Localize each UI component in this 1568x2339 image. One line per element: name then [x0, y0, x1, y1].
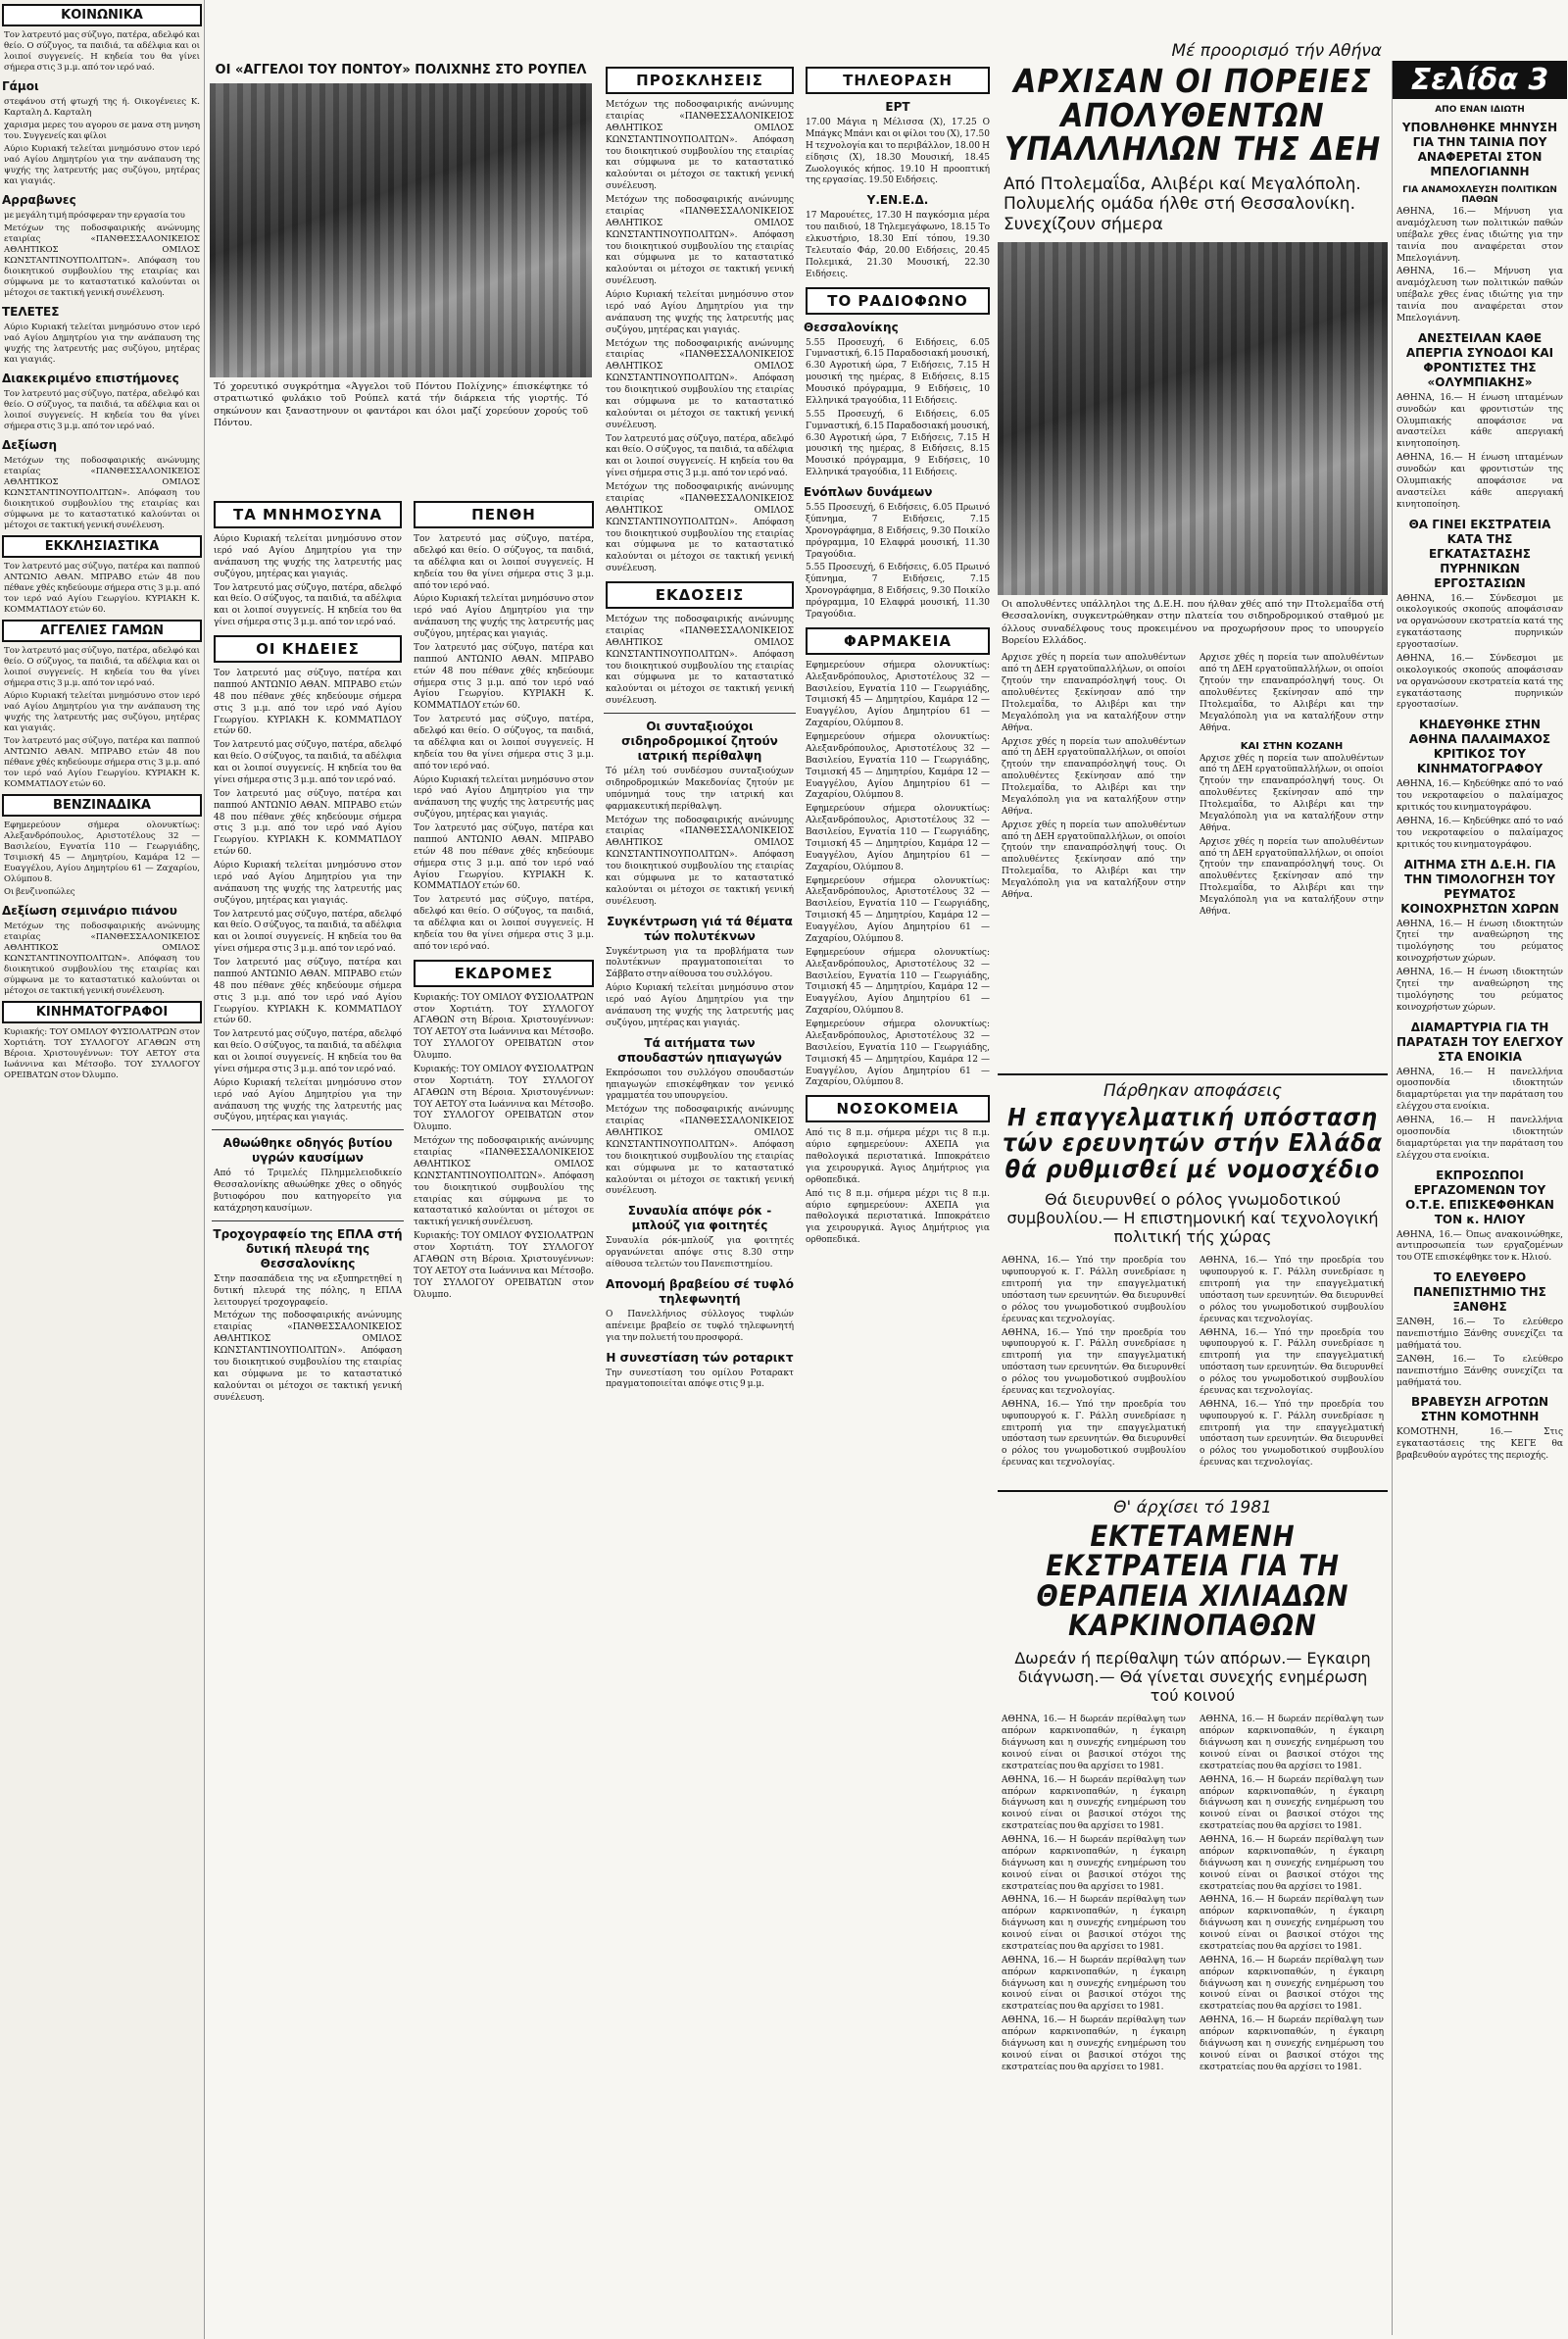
radio-station: Ενόπλων δυνάμεων — [804, 485, 933, 499]
section-head-radiofono: ΤΟ ΡΑΔΙΟΦΩΝΟ — [806, 287, 990, 315]
left-strip-text: Εφημερεύουν σήμερα ολονυκτίως: Αλεξανδρόπουλος, Αριστοτέλους 32 — Βασιλείου, Εγνατία 110 — Γεωργιάδης, Τσιμισκή 45 — Δημητρίου, Καμάρα 12 — Ευαγγέλου, Αγίου Δημητρίου 61 — Ζαχαρίου, Ολύμπου 8. — [4, 821, 200, 884]
pharmacy-list: Εφημερεύουν σήμερα ολονυκτίως: Αλεξανδρόπουλος, Αριστοτέλους 32 — Βασιλείου, Εγνατία 110 — Γεωργιάδης, Τσιμισκή 45 — Δημητρίου, Καμάρα 12 — Ευαγγέλου, Αγίου Δημητρίου 61 — Ζαχαρίου, Ολύμπου 8. — [806, 804, 990, 872]
column-5 — [802, 61, 994, 2335]
article-text: Την συνεστίαση του ομίλου Ροταρακτ πραγματοποιείται απόψε στις 9 μ.μ. — [606, 1368, 794, 1390]
column-3 — [410, 495, 598, 2338]
article-text: Μετόχων της ποδοσφαιρικής ανώνυμης εταιρίας «ΠΑΝΘΕΣΣΑΛΟΝΙΚΕΙΟΣ ΑΘΛΗΤΙΚΟΣ ΟΜΙΛΟΣ ΚΩΝΣΤΑΝΤΙΝΟΥΠΟΛΙΤΩΝ». Απόφαση του διοικητικού συμβουλίου της εταιρίας και σύμφωνα με το καταστατικό καλούνται οι μέτοχοι σε τακτική γενική συνέλευση. — [606, 815, 794, 907]
funeral-text: Τον λατρευτό μας σύζυγο, πατέρα, αδελφό και θείο. Ο σύζυγος, τα παιδιά, τα αδέλφια και οι λοιποί συγγενείς. Η κηδεία του θα γίνει σήμερα στις 3 μ.μ. από τον ιερό ναό. — [214, 909, 402, 955]
article-text: Μετόχων της ποδοσφαιρικής ανώνυμης εταιρίας «ΠΑΝΘΕΣΣΑΛΟΝΙΚΕΙΟΣ ΑΘΛΗΤΙΚΟΣ ΟΜΙΛΟΣ ΚΩΝΣΤΑΝΤΙΝΟΥΠΟΛΙΤΩΝ». Απόφαση του διοικητικού συμβουλίου της εταιρίας και σύμφωνα με το καταστατικό καλούνται οι μέτοχοι σε τακτική γενική συνέλευση. — [214, 1311, 402, 1403]
cancer-body-col — [1196, 1713, 1388, 2075]
radio-schedule: 5.55 Προσευχή, 6 Ειδήσεις, 6.05 Γυμναστική, 6.15 Παραδοσιακή μουσική, 6.30 Αγροτική ώρα, 7 Ειδήσεις, 7.15 Η μουσική της ημέρας, 8 Ειδήσεις, 8.15 Μουσικό πρόγραμμα, 9 Ειδήσεις, 10 Ελληνικά τραγούδια, 11 Ειδήσεις. — [806, 409, 990, 478]
excursion-text: Κυριακής: ΤΟΥ ΟΜΙΛΟΥ ΦΥΣΙΟΛΑΤΡΩΝ στον Χορτιάτη. ΤΟΥ ΣΥΛΛΟΓΟΥ ΑΓΑΘΩΝ στη Βέροια. Χριστουγέννων: ΤΟΥ ΑΕΤΟΥ στα Ιωάννινα και Μέτσοβο. ΤΟΥ ΣΥΛΛΟΓΟΥ ΟΡΕΙΒΑΤΩΝ στον Όλυμπο. — [414, 992, 594, 1061]
cancer-headline: ΕΚΤΕΤΑΜΕΝΗ ΕΚΣΤΡΑΤΕΙΑ ΓΙΑ ΤΗ ΘΕΡΑΠΕΙΑ ΧΙΛΙΑΔΩΝ ΚΑΡΚΙΝΟΠΑΘΩΝ — [1036, 1519, 1349, 1643]
article-text: Συναυλία ρόκ-μπλούζ για φοιτητές οργανώνεται απόψε στις 8.30 στην αίθουσα τελετών του Πανεπιστημίου. — [606, 1236, 794, 1269]
cancer-text: ΑΘΗΝΑ, 16.— Η δωρεάν περίθαλψη των απόρων καρκινοπαθών, η έγκαιρη διάγνωση και η συνεχής ενημέρωση του κοινού είναι οι βασικοί στόχοι της εκστρατείας που θα αρχίσει το 1981. — [1002, 1715, 1186, 1771]
left-strip-sub: Δεξίωση σεμινάριο πιάνου — [2, 904, 177, 918]
radio-schedule: 5.55 Προσευχή, 6 Ειδήσεις, 6.05 Γυμναστική, 6.15 Παραδοσιακή μουσική, 6.30 Αγροτική ώρα, 7 Ειδήσεις, 7.15 Η μουσική της ημέρας, 8 Ειδήσεις, 8.15 Μουσικό πρόγραμμα, 9 Ειδήσεις, 10 Ελληνικά τραγούδια, 11 Ειδήσεις. — [806, 337, 990, 406]
research-text: ΑΘΗΝΑ, 16.— Υπό την προεδρία του υφυπουργού κ. Γ. Ράλλη συνεδρίασε η επιτροπή για την επαγγελματική υπόσταση των ερευνητών. Θα διευρυνθεί ο ρόλος του γνωμοδοτικού συμβουλίου έρευνας και τεχνολογίας. — [1200, 1327, 1384, 1396]
left-strip-sub: Αρραβωνες — [2, 193, 76, 207]
announcement-text: Αύριο Κυριακή τελείται μνημόσυνο στον ιερό ναό Αγίου Δημητρίου για την ανάπαυση της ψυχής της λατρευτής μας συζύγου, μητέρας και γιαγιάς. — [606, 290, 794, 335]
research-text: ΑΘΗΝΑ, 16.— Υπό την προεδρία του υφυπουργού κ. Γ. Ράλλη συνεδρίασε η επιτροπή για την επαγγελματική υπόσταση των ερευνητών. Θα διευρυνθεί ο ρόλος του γνωμοδοτικού συμβουλίου έρευνας και τεχνολογίας. — [1002, 1256, 1186, 1324]
cancer-deck: Δωρεάν ή περίθαλψη τών απόρων.— Εγκαιρη διάγνωση.— Θά γίνεται συνεχής ενημέρωση τού κοινού — [1014, 1648, 1371, 1706]
cancer-body-col — [998, 1713, 1190, 2075]
left-strip-text: Αύριο Κυριακή τελείται μνημόσυνο στον ιερό ναό Αγίου Δημητρίου για την ανάπαυση της ψυχής της λατρευτής μας συζύγου, μητέρας και γιαγιάς. — [4, 323, 200, 365]
research-story — [998, 1073, 1388, 1487]
deh-text: Αρχισε χθές η πορεία των απολυθέντων από τη ΔΕΗ εργατοϋπαλλήλων, οι οποίοι ζητούν την επαναπρόσληψή τους. Οι απολυθέντες ξεκίνησαν από την Πτολεμαΐδα, το Αλιβέρι και την Μεγαλόπολη για να καταλήξουν στην Αθήνα. — [1200, 753, 1384, 833]
top-label: ΑΠΟ ΕΝΑΝ ΙΔΙΩΤΗ — [1435, 105, 1525, 115]
brief-head: ΕΚΠΡΟΣΩΠΟΙ ΕΡΓΑΖΟΜΕΝΩΝ ΤΟΥ Ο.Τ.Ε. ΕΠΙΣΚΕΦΘΗΚΑΝ ΤΟΝ κ. ΗΛΙΟΥ — [1405, 1168, 1554, 1226]
announcement-text: Μετόχων της ποδοσφαιρικής ανώνυμης εταιρίας «ΠΑΝΘΕΣΣΑΛΟΝΙΚΕΙΟΣ ΑΘΛΗΤΙΚΟΣ ΟΜΙΛΟΣ ΚΩΝΣΤΑΝΤΙΝΟΥΠΟΛΙΤΩΝ». Απόφαση του διοικητικού συμβουλίου της εταιρίας και σύμφωνα με το καταστατικό καλούνται οι μέτοχοι σε τακτική γενική συνέλευση. — [606, 482, 794, 574]
column-2 — [210, 495, 406, 2338]
memorial-text: Τον λατρευτό μας σύζυγο, πατέρα, αδελφό και θείο. Ο σύζυγος, τα παιδιά, τα αδέλφια και οι λοιποί συγγενείς. Η κηδεία του θα γίνει σήμερα στις 3 μ.μ. από τον ιερό ναό. — [214, 582, 402, 628]
left-strip-text: Τον λατρευτό μας σύζυγο, πατέρα και παππού ΑΝΤΩΝΙΟ ΑΘΑΝ. ΜΠΡΑΒΟ ετών 48 που πέθανε χθές κηδεύουμε σήμερα στις 3 μ.μ. από τον ιερό ναό Αγίου Γεωργίου. ΚΥΡΙΑΚΗ Κ. ΚΟΜΜΑΤΙΔΟΥ ετών 60. — [4, 562, 200, 615]
research-text: ΑΘΗΝΑ, 16.— Υπό την προεδρία του υφυπουργού κ. Γ. Ράλλη συνεδρίασε η επιτροπή για την επαγγελματική υπόσταση των ερευνητών. Θα διευρυνθεί ο ρόλος του γνωμοδοτικού συμβουλίου έρευνας και τεχνολογίας. — [1200, 1256, 1384, 1324]
brief-head: ΒΡΑΒΕΥΣΗ ΑΓΡΟΤΩΝ ΣΤΗΝ ΚΟΜΟΤΗΝΗ — [1410, 1395, 1549, 1424]
left-strip-text: Αύριο Κυριακή τελείται μνημόσυνο στον ιερό ναό Αγίου Δημητρίου για την ανάπαυση της ψυχής της λατρευτής μας συζύγου, μητέρας και γιαγιάς. — [4, 691, 200, 733]
article-head: Τροχογραφείο της ΕΠΛΑ στή δυτική πλευρά της Θεσσαλονίκης — [213, 1226, 403, 1270]
section-head-mnimosyna: ΤΑ ΜΝΗΜΟΣΥΝΑ — [214, 501, 402, 528]
funeral-text: Αύριο Κυριακή τελείται μνημόσυνο στον ιερό ναό Αγίου Δημητρίου για την ανάπαυση της ψυχής της λατρευτής μας συζύγου, μητέρας και γιαγιάς. — [214, 861, 402, 906]
brief-sub: ΓΙΑ ΑΝΑΜΟΧΛΕΥΣΗ ΠΟΛΙΤΙΚΩΝ ΠΑΘΩΝ — [1402, 185, 1557, 205]
cancer-text: ΑΘΗΝΑ, 16.— Η δωρεάν περίθαλψη των απόρων καρκινοπαθών, η έγκαιρη διάγνωση και η συνεχής ενημέρωση του κοινού είναι οι βασικοί στόχοι της εκστρατείας που θα αρχίσει το 1981. — [1200, 2016, 1384, 2072]
pontos-caption: Τό χορευτικό συγκρότημα «Άγγελοι τοῦ Πόντου Πολίχνης» έπισκέφτηκε τό στρατιωτικό φυλάκιο τοῦ Ρούπελ κατά τήν διάρκεια τής γιορτής. Τό σηκώνουν και ξαναστηνουν οι φαντάροι και όλοι μαζί χορεύουν χορούς τοῦ Πόντου. — [214, 381, 588, 429]
page-number: Σελίδα 3 — [1393, 61, 1567, 99]
deh-body — [998, 651, 1388, 920]
cancer-text: ΑΘΗΝΑ, 16.— Η δωρεάν περίθαλψη των απόρων καρκινοπαθών, η έγκαιρη διάγνωση και η συνεχής ενημέρωση του κοινού είναι οι βασικοί στόχοι της εκστρατείας που θα αρχίσει το 1981. — [1002, 1895, 1186, 1952]
mourning-text: Τον λατρευτό μας σύζυγο, πατέρα, αδελφό και θείο. Ο σύζυγος, τα παιδιά, τα αδέλφια και οι λοιποί συγγενείς. Η κηδεία του θα γίνει σήμερα στις 3 μ.μ. από τον ιερό ναό. — [414, 895, 594, 952]
cancer-text: ΑΘΗΝΑ, 16.— Η δωρεάν περίθαλψη των απόρων καρκινοπαθών, η έγκαιρη διάγνωση και η συνεχής ενημέρωση του κοινού είναι οι βασικοί στόχοι της εκστρατείας που θα αρχίσει το 1981. — [1002, 1835, 1186, 1892]
left-strip-text: Τον λατρευτό μας σύζυγο, πατέρα, αδελφό και θείο. Ο σύζυγος, τα παιδιά, τα αδέλφια και οι λοιποί συγγενείς. Η κηδεία του θα γίνει σήμερα στις 3 μ.μ. από τον ιερό ναό. — [4, 646, 200, 688]
left-strip-text: Τον λατρευτό μας σύζυγο, πατέρα και παππού ΑΝΤΩΝΙΟ ΑΘΑΝ. ΜΠΡΑΒΟ ετών 48 που πέθανε χθές κηδεύουμε σήμερα στις 3 μ.μ. από τον ιερό ναό Αγίου Γεωργίου. ΚΥΡΙΑΚΗ Κ. ΚΟΜΜΑΤΙΔΟΥ ετών 60. — [4, 736, 200, 789]
mourning-text: Τον λατρευτό μας σύζυγο, πατέρα, αδελφό και θείο. Ο σύζυγος, τα παιδιά, τα αδέλφια και οι λοιποί συγγενείς. Η κηδεία του θα γίνει σήμερα στις 3 μ.μ. από τον ιερό ναό. — [414, 715, 594, 771]
research-body — [998, 1254, 1388, 1471]
cancer-body — [998, 1713, 1388, 2075]
radio-schedule: 5.55 Προσευχή, 6 Ειδήσεις, 6.05 Πρωινό ξύπνημα, 7 Ειδήσεις, 7.15 Χρονογράφημα, 8 Ειδήσεις, 9.30 Ποικίλο πρόγραμμα, 10 Ελαφρά μουσική, 11.30 Τραγούδια. — [806, 503, 990, 560]
research-kicker: Πάρθηκαν αποφάσεις — [1102, 1081, 1283, 1101]
announcement-text: Μετόχων της ποδοσφαιρικής ανώνυμης εταιρίας «ΠΑΝΘΕΣΣΑΛΟΝΙΚΕΙΟΣ ΑΘΛΗΤΙΚΟΣ ΟΜΙΛΟΣ ΚΩΝΣΤΑΝΤΙΝΟΥΠΟΛΙΤΩΝ». Απόφαση του διοικητικού συμβουλίου της εταιρίας και σύμφωνα με το καταστατικό καλούνται οι μέτοχοι σε τακτική γενική συνέλευση. — [606, 195, 794, 287]
brief-head: ΤΟ ΕΛΕΥΘΕΡΟ ΠΑΝΕΠΙΣΤΗΜΙΟ ΤΗΣ ΞΑΝΘΗΣ — [1413, 1270, 1546, 1315]
left-strip-text: Οι βενζινοπώλες — [4, 887, 75, 897]
article-head: Τά αιτήματα των σπουδαστών ηπιαγωγών — [617, 1035, 782, 1065]
hospital-text: Από τις 8 π.μ. σήμερα μέχρι τις 8 π.μ. αύριο εφημερεύουν: ΑΧΕΠΑ για παθολογικά περιστατικά. Ιπποκράτειο για χειρουργικά. Άγιος Δημήτριος για ορθοπεδικά. — [806, 1128, 990, 1185]
cancer-text: ΑΘΗΝΑ, 16.— Η δωρεάν περίθαλψη των απόρων καρκινοπαθών, η έγκαιρη διάγνωση και η συνεχής ενημέρωση του κοινού είναι οι βασικοί στόχοι της εκστρατείας που θα αρχίσει το 1981. — [1200, 1774, 1384, 1832]
funeral-text: Τον λατρευτό μας σύζυγο, πατέρα και παππού ΑΝΤΩΝΙΟ ΑΘΑΝ. ΜΠΡΑΒΟ ετών 48 που πέθανε χθές κηδεύουμε σήμερα στις 3 μ.μ. από τον ιερό ναό Αγίου Γεωργίου. ΚΥΡΙΑΚΗ Κ. ΚΟΜΜΑΤΙΔΟΥ ετών 60. — [214, 788, 402, 858]
deh-photo — [998, 242, 1388, 595]
excursion-text: Κυριακής: ΤΟΥ ΟΜΙΛΟΥ ΦΥΣΙΟΛΑΤΡΩΝ στον Χορτιάτη. ΤΟΥ ΣΥΛΛΟΓΟΥ ΑΓΑΘΩΝ στη Βέροια. Χριστουγέννων: ΤΟΥ ΑΕΤΟΥ στα Ιωάννινα και Μέτσοβο. ΤΟΥ ΣΥΛΛΟΓΟΥ ΟΡΕΙΒΑΤΩΝ στον Όλυμπο. — [414, 1064, 594, 1133]
dancers-photo — [210, 83, 592, 377]
research-body-col — [1196, 1254, 1388, 1471]
brief-text: ΑΘΗΝΑ, 16.— Όπως ανακοινώθηκε, αντιπροσωπεία των εργαζομένων του ΟΤΕ επισκέφθηκε τον κ. Ηλιού. — [1396, 1229, 1563, 1264]
pharmacy-list: Εφημερεύουν σήμερα ολονυκτίως: Αλεξανδρόπουλος, Αριστοτέλους 32 — Βασιλείου, Εγνατία 110 — Γεωργιάδης, Τσιμισκή 45 — Δημητρίου, Καμάρα 12 — Ευαγγέλου, Αγίου Δημητρίου 61 — Ζαχαρίου, Ολύμπου 8. — [806, 732, 990, 801]
brief-head: ΘΑ ΓΙΝΕΙ ΕΚΣΤΡΑΤΕΙΑ ΚΑΤΑ ΤΗΣ ΕΓΚΑΤΑΣΤΑΣΗΣ ΠΥΡΗΝΙΚΩΝ ΕΡΓΟΣΤΑΣΙΩΝ — [1408, 517, 1551, 590]
brief-text: ΑΘΗΝΑ, 16.— Μήνυση για αναμόχλευση των πολιτικών παθών υπέβαλε χθες ένας ιδιώτης για την ταινία που αναφέρεται στον Μπελογιάννη. — [1396, 267, 1563, 323]
cancer-text: ΑΘΗΝΑ, 16.— Η δωρεάν περίθαλψη των απόρων καρκινοπαθών, η έγκαιρη διάγνωση και η συνεχής ενημέρωση του κοινού είναι οι βασικοί στόχοι της εκστρατείας που θα αρχίσει το 1981. — [1200, 1835, 1384, 1892]
radio-station: Θεσσαλονίκης — [804, 320, 899, 334]
article-text: Τό μέλη τού συνδέσμου συνταξιούχων σιδηροδρομικών Μακεδονίας ζητούν με υπόμνημά τους την ιατρική και φαρμακευτική περίθαλψη. — [606, 767, 794, 812]
pontos-article — [210, 61, 592, 492]
brief-text: ΑΘΗΝΑ, 16.— Η ένωση ιδιοκτητών ζητεί την αναθεώρηση της τιμολόγησης του ρεύματος κοινοχρήστων χώρων. — [1396, 968, 1563, 1013]
brief-text: ΚΟΜΟΤΗΝΗ, 16.— Στις εγκαταστάσεις της ΚΕΓΕ θα βραβευθούν αγρότες της περιοχής. — [1396, 1427, 1563, 1462]
deh-body-col — [998, 651, 1190, 920]
cancer-text: ΑΘΗΝΑ, 16.— Η δωρεάν περίθαλψη των απόρων καρκινοπαθών, η έγκαιρη διάγνωση και η συνεχής ενημέρωση του κοινού είναι οι βασικοί στόχοι της εκστρατείας που θα αρχίσει το 1981. — [1002, 2016, 1186, 2072]
cancer-kicker: Θ' άρχίσει τό 1981 — [1113, 1498, 1272, 1518]
research-text: ΑΘΗΝΑ, 16.— Υπό την προεδρία του υφυπουργού κ. Γ. Ράλλη συνεδρίασε η επιτροπή για την επαγγελματική υπόσταση των ερευνητών. Θα διευρυνθεί ο ρόλος του γνωμοδοτικού συμβουλίου έρευνας και τεχνολογίας. — [1002, 1399, 1186, 1468]
memorial-text: Αύριο Κυριακή τελείται μνημόσυνο στον ιερό ναό Αγίου Δημητρίου για την ανάπαυση της ψυχής της λατρευτής μας συζύγου, μητέρας και γιαγιάς. — [214, 534, 402, 579]
divider — [604, 713, 796, 714]
deh-text: Αρχισε χθές η πορεία των απολυθέντων από τη ΔΕΗ εργατοϋπαλλήλων, οι οποίοι ζητούν την επαναπρόσληψή τους. Οι απολυθέντες ξεκίνησαν από την Πτολεμαΐδα, το Αλιβέρι και την Μεγαλόπολη για να καταλήξουν στην Αθήνα. — [1200, 653, 1384, 733]
left-strip-head: ΒΕΝΖΙΝΑΔΙΚΑ — [2, 794, 202, 817]
brief-text: ΞΑΝΘΗ, 16.— Το ελεύθερο πανεπιστήμιο Ξάνθης συνεχίζει τα μαθήματά του. — [1396, 1318, 1563, 1351]
excursion-text: Κυριακής: ΤΟΥ ΟΜΙΛΟΥ ΦΥΣΙΟΛΑΤΡΩΝ στον Χορτιάτη. ΤΟΥ ΣΥΛΛΟΓΟΥ ΑΓΑΘΩΝ στη Βέροια. Χριστουγέννων: ΤΟΥ ΑΕΤΟΥ στα Ιωάννινα και Μέτσοβο. ΤΟΥ ΣΥΛΛΟΓΟΥ ΟΡΕΙΒΑΤΩΝ στον Όλυμπο. — [414, 1231, 594, 1300]
announcement-text: Μετόχων της ποδοσφαιρικής ανώνυμης εταιρίας «ΠΑΝΘΕΣΣΑΛΟΝΙΚΕΙΟΣ ΑΘΛΗΤΙΚΟΣ ΟΜΙΛΟΣ ΚΩΝΣΤΑΝΤΙΝΟΥΠΟΛΙΤΩΝ». Απόφαση του διοικητικού συμβουλίου της εταιρίας και σύμφωνα με το καταστατικό καλούνται οι μέτοχοι σε τακτική γενική συνέλευση. — [606, 338, 794, 430]
pharmacy-list: Εφημερεύουν σήμερα ολονυκτίως: Αλεξανδρόπουλος, Αριστοτέλους 32 — Βασιλείου, Εγνατία 110 — Γεωργιάδης, Τσιμισκή 45 — Δημητρίου, Καμάρα 12 — Ευαγγέλου, Αγίου Δημητρίου 61 — Ζαχαρίου, Ολύμπου 8. — [806, 660, 990, 729]
left-strip-sub: Δεξίωση — [2, 438, 58, 452]
brief-head: ΑΝΕΣΤΕΙΛΑΝ ΚΑΘΕ ΑΠΕΡΓΙΑ ΣΥΝΟΔΟΙ ΚΑΙ ΦΡΟΝΤΙΣΤΕΣ ΤΗΣ «ΟΛΥΜΠΙΑΚΗΣ» — [1405, 330, 1554, 389]
article-text: Μετόχων της ποδοσφαιρικής ανώνυμης εταιρίας «ΠΑΝΘΕΣΣΑΛΟΝΙΚΕΙΟΣ ΑΘΛΗΤΙΚΟΣ ΟΜΙΛΟΣ ΚΩΝΣΤΑΝΤΙΝΟΥΠΟΛΙΤΩΝ». Απόφαση του διοικητικού συμβουλίου της εταιρίας και σύμφωνα με το καταστατικό καλούνται οι μέτοχοι σε τακτική γενική συνέλευση. — [606, 1105, 794, 1197]
cancer-text: ΑΘΗΝΑ, 16.— Η δωρεάν περίθαλψη των απόρων καρκινοπαθών, η έγκαιρη διάγνωση και η συνεχής ενημέρωση του κοινού είναι οι βασικοί στόχοι της εκστρατείας που θα αρχίσει το 1981. — [1200, 1955, 1384, 2013]
research-text: ΑΘΗΝΑ, 16.— Υπό την προεδρία του υφυπουργού κ. Γ. Ράλλη συνεδρίασε η επιτροπή για την επαγγελματική υπόσταση των ερευνητών. Θα διευρυνθεί ο ρόλος του γνωμοδοτικού συμβουλίου έρευνας και τεχνολογίας. — [1002, 1327, 1186, 1396]
excursion-text: Μετόχων της ποδοσφαιρικής ανώνυμης εταιρίας «ΠΑΝΘΕΣΣΑΛΟΝΙΚΕΙΟΣ ΑΘΛΗΤΙΚΟΣ ΟΜΙΛΟΣ ΚΩΝΣΤΑΝΤΙΝΟΥΠΟΛΙΤΩΝ». Απόφαση του διοικητικού συμβουλίου της εταιρίας και σύμφωνα με το καταστατικό καλούνται οι μέτοχοι σε τακτική γενική συνέλευση. — [414, 1136, 594, 1228]
deh-story — [998, 39, 1388, 1069]
left-strip-text: Τον λατρευτό μας σύζυγο, πατέρα, αδελφό και θείο. Ο σύζυγος, τα παιδιά, τα αδέλφια και οι λοιποί συγγενείς. Η κηδεία του θα γίνει σήμερα στις 3 μ.μ. από τον ιερό ναό. — [4, 30, 200, 73]
pharmacy-list: Εφημερεύουν σήμερα ολονυκτίως: Αλεξανδρόπουλος, Αριστοτέλους 32 — Βασιλείου, Εγνατία 110 — Γεωργιάδης, Τσιμισκή 45 — Δημητρίου, Καμάρα 12 — Ευαγγέλου, Αγίου Δημητρίου 61 — Ζαχαρίου, Ολύμπου 8. — [806, 947, 990, 1017]
left-strip-text: Κυριακής: ΤΟΥ ΟΜΙΛΟΥ ΦΥΣΙΟΛΑΤΡΩΝ στον Χορτιάτη. ΤΟΥ ΣΥΛΛΟΓΟΥ ΑΓΑΘΩΝ στη Βέροια. Χριστουγέννων: ΤΟΥ ΑΕΤΟΥ στα Ιωάννινα και Μέτσοβο. ΤΟΥ ΣΥΛΛΟΓΟΥ ΟΡΕΙΒΑΤΩΝ στον Όλυμπο. — [4, 1027, 200, 1080]
deh-kicker: Μέ προορισμό τήν Αθήνα — [1171, 41, 1382, 61]
section-head-nosokomeia: ΝΟΣΟΚΟΜΕΙΑ — [806, 1095, 990, 1122]
research-headline: Η επαγγελματική υπόσταση τών ερευνητών στήν Ελλάδα θά ρυθμισθεί μέ νομοσχέδιο — [1002, 1103, 1383, 1183]
funeral-text: Αύριο Κυριακή τελείται μνημόσυνο στον ιερό ναό Αγίου Δημητρίου για την ανάπαυση της ψυχής της λατρευτής μας συζύγου, μητέρας και γιαγιάς. — [214, 1077, 402, 1123]
left-strip-text: Μετόχων της ποδοσφαιρικής ανώνυμης εταιρίας «ΠΑΝΘΕΣΣΑΛΟΝΙΚΕΙΟΣ ΑΘΛΗΤΙΚΟΣ ΟΜΙΛΟΣ ΚΩΝΣΤΑΝΤΙΝΟΥΠΟΛΙΤΩΝ». Απόφαση του διοικητικού συμβουλίου της εταιρίας και σύμφωνα με το καταστατικό καλούνται οι μέτοχοι σε τακτική γενική συνέλευση. — [4, 224, 200, 298]
brief-text: ΑΘΗΝΑ, 16.— Σύνδεσμοι με οικολογικούς σκοπούς αποφάσισαν να οργανώσουν εκστρατεία κατά της εγκατάστασης πυρηνικών εργοστασίων. — [1396, 593, 1563, 650]
radio-schedule: 5.55 Προσευχή, 6 Ειδήσεις, 6.05 Πρωινό ξύπνημα, 7 Ειδήσεις, 7.15 Χρονογράφημα, 8 Ειδήσεις, 9.30 Ποικίλο πρόγραμμα, 10 Ελαφρά μουσική, 11.30 Τραγούδια. — [806, 563, 990, 620]
left-strip-sub: Γάμοι — [2, 79, 39, 93]
deh-caption: Οι απολυθέντες υπάλληλοι της Δ.Ε.Η. που ήλθαν χθές από την Πτολεμαΐδα στή Θεσσαλονίκη, συγκεντρώθηκαν στην πλατεία του σιδηροδρομικού σταθμού με όλλους συναδέλφους τους προκειμένου να προχωρήσουν προς το υπουργείο Βορείου Ελλάδος. — [1002, 599, 1384, 647]
pharmacy-list: Εφημερεύουν σήμερα ολονυκτίως: Αλεξανδρόπουλος, Αριστοτέλους 32 — Βασιλείου, Εγνατία 110 — Γεωργιάδης, Τσιμισκή 45 — Δημητρίου, Καμάρα 12 — Ευαγγέλου, Αγίου Δημητρίου 61 — Ζαχαρίου, Ολύμπου 8. — [806, 1020, 990, 1088]
brief-text: ΑΘΗΝΑ, 16.— Μήνυση για αναμόχλευση των πολιτικών παθών υπέβαλε χθες ένας ιδιώτης για την ταινία που αναφέρεται στον Μπελογιάννη. — [1396, 207, 1563, 264]
deh-subhead: ΚΑΙ ΣΤΗΝ ΚΟΖΑΝΗ — [1240, 740, 1344, 752]
research-deck: Θά διευρυνθεί ο ρόλος γνωμοδοτικού συμβουλίου.— Η επιστημονική καί τεχνολογική πολιτική τής χώρας — [1006, 1189, 1379, 1247]
tv-channel: ΕΡΤ — [885, 100, 910, 114]
deh-text: Αρχισε χθές η πορεία των απολυθέντων από τη ΔΕΗ εργατοϋπαλλήλων, οι οποίοι ζητούν την επαναπρόσληψή τους. Οι απολυθέντες ξεκίνησαν από την Πτολεμαΐδα, το Αλιβέρι και την Μεγαλόπολη για να καταλήξουν στην Αθήνα. — [1002, 653, 1186, 733]
deh-body-col — [1196, 651, 1388, 920]
deh-text: Αρχισε χθές η πορεία των απολυθέντων από τη ΔΕΗ εργατοϋπαλλήλων, οι οποίοι ζητούν την επαναπρόσληψή τους. Οι απολυθέντες ξεκίνησαν από την Πτολεμαΐδα, το Αλιβέρι και την Μεγαλόπολη για να καταλήξουν στην Αθήνα. — [1200, 836, 1384, 917]
funeral-text: Τον λατρευτό μας σύζυγο, πατέρα και παππού ΑΝΤΩΝΙΟ ΑΘΑΝ. ΜΠΡΑΒΟ ετών 48 που πέθανε χθές κηδεύουμε σήμερα στις 3 μ.μ. από τον ιερό ναό Αγίου Γεωργίου. ΚΥΡΙΑΚΗ Κ. ΚΟΜΜΑΤΙΔΟΥ ετών 60. — [214, 958, 402, 1026]
section-head-farmakeia: ΦΑΡΜΑΚΕΙΑ — [806, 627, 990, 655]
article-text: Ο Πανελλήνιος σύλλογος τυφλών απένειμε βραβείο σε τυφλό τηλεφωνητή για την πολυετή του προσφορά. — [606, 1309, 794, 1343]
deh-headline: ΑΡΧΙΣΑΝ ΟΙ ΠΟΡΕΙΕΣ ΑΠΟΛΥΘΕΝΤΩΝ ΥΠΑΛΛΗΛΩΝ ΤΗΣ ΔΕΗ — [1004, 62, 1382, 169]
brief-text: ΑΘΗΝΑ, 16.— Σύνδεσμοι με οικολογικούς σκοπούς αποφάσισαν να οργανώσουν εκστρατεία κατά της εγκατάστασης πυρηνικών εργοστασίων. — [1396, 653, 1563, 711]
article-text: Συγκέντρωση για τα προβλήματα των πολυτέκνων πραγματοποιείται το Σάββατο στην αίθουσα του συλλόγου. — [606, 946, 794, 980]
brief-text: ΑΘΗΝΑ, 16.— Η ένωση ιδιοκτητών ζητεί την αναθεώρηση της τιμολόγησης του ρεύματος κοινοχρήστων χώρων. — [1396, 919, 1563, 965]
section-head-ekdromes: ΕΚΔΡΟΜΕΣ — [414, 960, 594, 987]
brief-text: ΑΘΗΝΑ, 16.— Κηδεύθηκε από το ναό του νεκροταφείου ο παλαίμαχος κριτικός του κινηματογράφου. — [1396, 816, 1563, 850]
brief-head: ΑΙΤΗΜΑ ΣΤΗ Δ.Ε.Η. ΓΙΑ ΤΗΝ ΤΙΜΟΛΟΓΗΣΗ ΤΟΥ ΡΕΥΜΑΤΟΣ ΚΟΙΝΟΧΡΗΣΤΩΝ ΧΩΡΩΝ — [1400, 857, 1559, 916]
divider — [212, 1129, 404, 1130]
mourning-text: Αύριο Κυριακή τελείται μνημόσυνο στον ιερό ναό Αγίου Δημητρίου για την ανάπαυση της ψυχής της λατρευτής μας συζύγου, μητέρας και γιαγιάς. — [414, 774, 594, 821]
brief-text: ΞΑΝΘΗ, 16.— Το ελεύθερο πανεπιστήμιο Ξάνθης συνεχίζει τα μαθήματά του. — [1396, 1354, 1563, 1388]
cancer-story — [998, 1490, 1388, 2337]
left-strip-sub: ΤΕΛΕΤΕΣ — [2, 305, 60, 319]
left-strip-head: ΕΚΚΛΗΣΙΑΣΤΙΚΑ — [2, 535, 202, 558]
tv-schedule: 17 Μαρουέτες, 17.30 Η παγκόσμια μέρα του παιδιού, 18 Τηλεμεγάφωνο, 18.15 Το ελκυστήριο, 18.30 Επί τόπου, 19.30 Τελευταίο Φάρ, 20.00 Ειδήσεις, 20.45 Πολεμικά, 21.30 Μουσική, 22.30 Ειδήσεις. — [806, 211, 990, 279]
article-text: Αύριο Κυριακή τελείται μνημόσυνο στον ιερό ναό Αγίου Δημητρίου για την ανάπαυση της ψυχής της λατρευτής μας συζύγου, μητέρας και γιαγιάς. — [606, 983, 794, 1028]
column-4 — [602, 61, 798, 2335]
announcement-text: Μετόχων της ποδοσφαιρικής ανώνυμης εταιρίας «ΠΑΝΘΕΣΣΑΛΟΝΙΚΕΙΟΣ ΑΘΛΗΤΙΚΟΣ ΟΜΙΛΟΣ ΚΩΝΣΤΑΝΤΙΝΟΥΠΟΛΙΤΩΝ». Απόφαση του διοικητικού συμβουλίου της εταιρίας και σύμφωνα με το καταστατικό καλούνται οι μέτοχοι σε τακτική γενική συνέλευση. — [606, 100, 794, 192]
publication-text: Μετόχων της ποδοσφαιρικής ανώνυμης εταιρίας «ΠΑΝΘΕΣΣΑΛΟΝΙΚΕΙΟΣ ΑΘΛΗΤΙΚΟΣ ΟΜΙΛΟΣ ΚΩΝΣΤΑΝΤΙΝΟΥΠΟΛΙΤΩΝ». Απόφαση του διοικητικού συμβουλίου της εταιρίας και σύμφωνα με το καταστατικό καλούνται οι μέτοχοι σε τακτική γενική συνέλευση. — [606, 615, 794, 707]
left-strip-text: Τον λατρευτό μας σύζυγο, πατέρα, αδελφό και θείο. Ο σύζυγος, τα παιδιά, τα αδέλφια και οι λοιποί συγγενείς. Η κηδεία του θα γίνει σήμερα στις 3 μ.μ. από τον ιερό ναό. — [4, 389, 200, 431]
funeral-text: Τον λατρευτό μας σύζυγο, πατέρα, αδελφό και θείο. Ο σύζυγος, τα παιδιά, τα αδέλφια και οι λοιποί συγγενείς. Η κηδεία του θα γίνει σήμερα στις 3 μ.μ. από τον ιερό ναό. — [214, 1029, 402, 1074]
article-head: Αθωώθηκε οδηγός βυτίου υγρών καυσίμων — [222, 1136, 393, 1166]
brief-text: ΑΘΗΝΑ, 16.— Η ένωση ιπταμένων συνοδών και φροντιστών της Ολυμπιακής αποφάσισε να αναστείλει κάθε απεργιακή κινητοποίηση. — [1396, 453, 1563, 510]
right-column — [1392, 61, 1567, 2335]
left-strip-text: Μετόχων της ποδοσφαιρικής ανώνυμης εταιρίας «ΠΑΝΘΕΣΣΑΛΟΝΙΚΕΙΟΣ ΑΘΛΗΤΙΚΟΣ ΟΜΙΛΟΣ ΚΩΝΣΤΑΝΤΙΝΟΥΠΟΛΙΤΩΝ». Απόφαση του διοικητικού συμβουλίου της εταιρίας και σύμφωνα με το καταστατικό καλούνται οι μέτοχοι σε τακτική γενική συνέλευση. — [4, 456, 200, 530]
tv-schedule: 17.00 Μάγια η Μέλισσα (Χ), 17.25 Ο Μπάγκς Μπάνι και οι φίλοι του (Χ), 17.50 Η τεχνολογία και το περιβάλλον, 18.00 Η είδησις (Χ), 18.30 Μουσική, 18.45 Ζωολογικός κήπος. 19.10 Η προοπτική της εργασίας. 19.50 Ειδήσεις. — [806, 118, 990, 186]
mourning-text: Τον λατρευτό μας σύζυγο, πατέρα και παππού ΑΝΤΩΝΙΟ ΑΘΑΝ. ΜΠΡΑΒΟ ετών 48 που πέθανε χθές κηδεύουμε σήμερα στις 3 μ.μ. από τον ιερό ναό Αγίου Γεωργίου. ΚΥΡΙΑΚΗ Κ. ΚΟΜΜΑΤΙΔΟΥ ετών 60. — [414, 642, 594, 712]
article-text: Από τό Τριμελές Πλημμελειοδικείο Θεσσαλονίκης αθωώθηκε χθες ο οδηγός βυτιοφόρου που κατηγορείτο για κατάχρηση καυσίμων. — [214, 1169, 402, 1214]
cancer-text: ΑΘΗΝΑ, 16.— Η δωρεάν περίθαλψη των απόρων καρκινοπαθών, η έγκαιρη διάγνωση και η συνεχής ενημέρωση του κοινού είναι οι βασικοί στόχοι της εκστρατείας που θα αρχίσει το 1981. — [1002, 1955, 1186, 2013]
article-head: Συγκέντρωση γιά τά θέματα τών πολυτέκνων — [607, 914, 793, 943]
cancer-text: ΑΘΗΝΑ, 16.— Η δωρεάν περίθαλψη των απόρων καρκινοπαθών, η έγκαιρη διάγνωση και η συνεχής ενημέρωση του κοινού είναι οι βασικοί στόχοι της εκστρατείας που θα αρχίσει το 1981. — [1200, 1715, 1384, 1771]
article-head: Οι συνταξιούχοι σιδηροδρομικοί ζητούν ιατρική περίθαλψη — [621, 720, 778, 763]
pontos-headline: ΟΙ «ΑΓΓΕΛΟΙ ΤΟΥ ΠΟΝΤΟΥ» ΠΟΛΙΧΝΗΣ ΣΤΟ ΡΟΥΠΕΛ — [215, 63, 587, 77]
left-strip-text: με μεγάλη τιμή πρόσφεραν την εργασία του — [4, 211, 185, 221]
brief-text: ΑΘΗΝΑ, 16.— Κηδεύθηκε από το ναό του νεκροταφείου ο παλαίμαχος κριτικός του κινηματογράφου. — [1396, 779, 1563, 813]
left-strip-head: ΚΟΙΝΩΝΙΚΑ — [2, 4, 202, 26]
section-head-prosklhseis: ΠΡΟΣΚΛΗΣΕΙΣ — [606, 67, 794, 94]
left-strip-text: χαρισμα μερες του αγορου σε μανα στη μνηση του. Συγγενείς και φίλοι — [4, 121, 200, 141]
cancer-text: ΑΘΗΝΑ, 16.— Η δωρεάν περίθαλψη των απόρων καρκινοπαθών, η έγκαιρη διάγνωση και η συνεχής ενημέρωση του κοινού είναι οι βασικοί στόχοι της εκστρατείας που θα αρχίσει το 1981. — [1200, 1895, 1384, 1952]
left-strip-text: Αύριο Κυριακή τελείται μνημόσυνο στον ιερό ναό Αγίου Δημητρίου για την ανάπαυση της ψυχής της λατρευτής μας συζύγου, μητέρας και γιαγιάς. — [4, 144, 200, 186]
mourning-text: Τον λατρευτό μας σύζυγο, πατέρα και παππού ΑΝΤΩΝΙΟ ΑΘΑΝ. ΜΠΡΑΒΟ ετών 48 που πέθανε χθές κηδεύουμε σήμερα στις 3 μ.μ. από τον ιερό ναό Αγίου Γεωργίου. ΚΥΡΙΑΚΗ Κ. ΚΟΜΜΑΤΙΔΟΥ ετών 60. — [414, 823, 594, 892]
mourning-text: Αύριο Κυριακή τελείται μνημόσυνο στον ιερό ναό Αγίου Δημητρίου για την ανάπαυση της ψυχής της λατρευτής μας συζύγου, μητέρας και γιαγιάς. — [414, 594, 594, 639]
research-text: ΑΘΗΝΑ, 16.— Υπό την προεδρία του υφυπουργού κ. Γ. Ράλλη συνεδρίασε η επιτροπή για την επαγγελματική υπόσταση των ερευνητών. Θα διευρυνθεί ο ρόλος του γνωμοδοτικού συμβουλίου έρευνας και τεχνολογίας. — [1200, 1399, 1384, 1468]
section-head-ekdoseis: ΕΚΔΟΣΕΙΣ — [606, 581, 794, 609]
section-head-penthi: ΠΕΝΘΗ — [414, 501, 594, 528]
research-body-col — [998, 1254, 1190, 1471]
left-strip-sub: Διακεκριμένο επιστήμονες — [2, 372, 179, 385]
article-head: Η συνεστίαση τών ροταρικτ — [606, 1350, 794, 1365]
article-head: Απονομή βραβείου σέ τυφλό τηλεφωνητή — [605, 1276, 795, 1306]
left-strip-head: ΚΙΝΗΜΑΤΟΓΡΑΦΟΙ — [2, 1001, 202, 1023]
divider — [212, 1220, 404, 1221]
left-strip — [0, 0, 205, 2339]
brief-text: ΑΘΗΝΑ, 16.— Η πανελλήνια ομοσπονδία ιδιοκτητών διαμαρτύρεται για την παράταση του ελέγχου στα ενοίκια. — [1396, 1116, 1563, 1161]
funeral-text: Τον λατρευτό μας σύζυγο, πατέρα και παππού ΑΝΤΩΝΙΟ ΑΘΑΝ. ΜΠΡΑΒΟ ετών 48 που πέθανε χθές κηδεύουμε σήμερα στις 3 μ.μ. από τον ιερό ναό Αγίου Γεωργίου. ΚΥΡΙΑΚΗ Κ. ΚΟΜΜΑΤΙΔΟΥ ετών 60. — [214, 669, 402, 737]
article-text: Στην πασαπάδεια της να εξυπηρετηθεί η δυτική πλευρά της πόλης, η ΕΠΛΑ λειτουργεί τροχογραφείο. — [214, 1273, 402, 1308]
deh-deck: Από Πτολεμαΐδα, Αλιβέρι καί Μεγαλόπολη. Πολυμελής ομάδα ήλθε στή Θεσσαλονίκη. Συνεχίζουν σήμερα — [1004, 174, 1361, 234]
section-head-tileorasi: ΤΗΛΕΟΡΑΣΗ — [806, 67, 990, 94]
brief-head: ΚΗΔΕΥΘΗΚΕ ΣΤΗΝ ΑΘΗΝΑ ΠΑΛΑΙΜΑΧΟΣ ΚΡΙΤΙΚΟΣ ΤΟΥ ΚΙΝΗΜΑΤΟΓΡΑΦΟΥ — [1408, 718, 1551, 776]
brief-head: ΥΠΟΒΛΗΘΗΚΕ ΜΗΝΥΣΗ ΓΙΑ ΤΗΝ ΤΑΙΝΙΑ ΠΟΥ ΑΝΑΦΕΡΕΤΑΙ ΣΤΟΝ ΜΠΕΛΟΓΙΑΝΝΗ — [1401, 121, 1558, 178]
deh-text: Αρχισε χθές η πορεία των απολυθέντων από τη ΔΕΗ εργατοϋπαλλήλων, οι οποίοι ζητούν την επαναπρόσληψή τους. Οι απολυθέντες ξεκίνησαν από την Πτολεμαΐδα, το Αλιβέρι και την Μεγαλόπολη για να καταλήξουν στην Αθήνα. — [1002, 736, 1186, 817]
brief-text: ΑΘΗΝΑ, 16.— Η πανελλήνια ομοσπονδία ιδιοκτητών διαμαρτύρεται για την παράταση του ελέγχου στα ενοίκια. — [1396, 1067, 1563, 1113]
article-head: Συναυλία απόψε ρόκ - μπλούζ για φοιτητές — [627, 1204, 772, 1233]
hospital-text: Από τις 8 π.μ. σήμερα μέχρι τις 8 π.μ. αύριο εφημερεύουν: ΑΧΕΠΑ για παθολογικά περιστατικά. Ιπποκράτειο για χειρουργικά. Άγιος Δημήτριος για ορθοπεδικά. — [806, 1188, 990, 1246]
pharmacy-list: Εφημερεύουν σήμερα ολονυκτίως: Αλεξανδρόπουλος, Αριστοτέλους 32 — Βασιλείου, Εγνατία 110 — Γεωργιάδης, Τσιμισκή 45 — Δημητρίου, Καμάρα 12 — Ευαγγέλου, Αγίου Δημητρίου 61 — Ζαχαρίου, Ολύμπου 8. — [806, 875, 990, 944]
section-head-kideies: ΟΙ ΚΗΔΕΙΕΣ — [214, 635, 402, 663]
brief-head: ΔΙΑΜΑΡΤΥΡΙΑ ΓΙΑ ΤΗ ΠΑΡΑΤΑΣΗ ΤΟΥ ΕΛΕΓΧΟΥ ΣΤΑ ΕΝΟΙΚΙΑ — [1396, 1020, 1564, 1064]
deh-text: Αρχισε χθές η πορεία των απολυθέντων από τη ΔΕΗ εργατοϋπαλλήλων, οι οποίοι ζητούν την επαναπρόσληψή τους. Οι απολυθέντες ξεκίνησαν από την Πτολεμαΐδα, το Αλιβέρι και την Μεγαλόπολη για να καταλήξουν στην Αθήνα. — [1002, 820, 1186, 900]
left-strip-text: στεφάνου στή φτωχή της ή. Οικογένειες Κ. Καρταλη Δ. Καρταλη — [4, 97, 200, 118]
left-strip-text: Μετόχων της ποδοσφαιρικής ανώνυμης εταιρίας «ΠΑΝΘΕΣΣΑΛΟΝΙΚΕΙΟΣ ΑΘΛΗΤΙΚΟΣ ΟΜΙΛΟΣ ΚΩΝΣΤΑΝΤΙΝΟΥΠΟΛΙΤΩΝ». Απόφαση του διοικητικού συμβουλίου της εταιρίας και σύμφωνα με το καταστατικό καλούνται οι μέτοχοι σε τακτική γενική συνέλευση. — [4, 921, 200, 996]
left-strip-head: ΑΓΓΕΛΙΕΣ ΓΑΜΩΝ — [2, 620, 202, 642]
tv-channel: Υ.ΕΝ.Ε.Δ. — [866, 193, 929, 208]
cancer-text: ΑΘΗΝΑ, 16.— Η δωρεάν περίθαλψη των απόρων καρκινοπαθών, η έγκαιρη διάγνωση και η συνεχής ενημέρωση του κοινού είναι οι βασικοί στόχοι της εκστρατείας που θα αρχίσει το 1981. — [1002, 1774, 1186, 1832]
announcement-text: Τον λατρευτό μας σύζυγο, πατέρα, αδελφό και θείο. Ο σύζυγος, τα παιδιά, τα αδέλφια και οι λοιποί συγγενείς. Η κηδεία του θα γίνει σήμερα στις 3 μ.μ. από τον ιερό ναό. — [606, 433, 794, 479]
article-text: Εκπρόσωποι του συλλόγου σπουδαστών ηπιαγωγών επισκέφθηκαν τον γενικό γραμματέα του υπουργείου. — [606, 1068, 794, 1102]
mourning-text: Τον λατρευτό μας σύζυγο, πατέρα, αδελφό και θείο. Ο σύζυγος, τα παιδιά, τα αδέλφια και οι λοιποί συγγενείς. Η κηδεία του θα γίνει σήμερα στις 3 μ.μ. από τον ιερό ναό. — [414, 534, 594, 591]
funeral-text: Τον λατρευτό μας σύζυγο, πατέρα, αδελφό και θείο. Ο σύζυγος, τα παιδιά, τα αδέλφια και οι λοιποί συγγενείς. Η κηδεία του θα γίνει σήμερα στις 3 μ.μ. από τον ιερό ναό. — [214, 740, 402, 785]
brief-text: ΑΘΗΝΑ, 16.— Η ένωση ιπταμένων συνοδών και φροντιστών της Ολυμπιακής αποφάσισε να αναστείλει κάθε απεργιακή κινητοποίηση. — [1396, 392, 1563, 450]
